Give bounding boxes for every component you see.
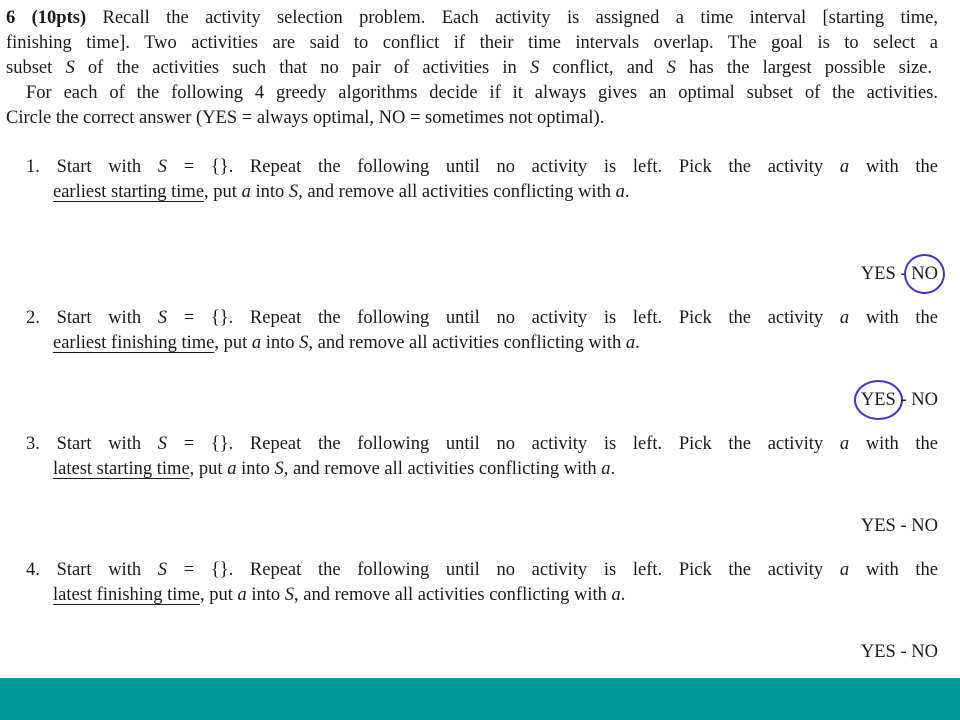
item-2-line-1: 2. Start with S = {}. Repeat the following until no activity is left. Pick the activity a with the [26, 308, 938, 328]
item-1-yes[interactable]: YES [860, 264, 896, 284]
item-2-answer: YES - NO [860, 390, 938, 410]
problem-line-5: Circle the correct answer (YES = always optimal, NO = sometimes not optimal). [6, 108, 605, 128]
item-1-criterion: earliest starting time [53, 182, 205, 202]
item-2-yes-circled[interactable]: YES [860, 390, 896, 410]
item-3-line-2: latest starting time, put a into S, and remove all activities conflicting with a. [53, 459, 616, 479]
item-1-line-1: 1. Start with S = {}. Repeat the following until no activity is left. Pick the activity a with the [26, 157, 938, 177]
item-1-no-circled[interactable]: NO [911, 264, 938, 284]
item-4-no[interactable]: NO [911, 642, 938, 662]
item-3-yes[interactable]: YES [860, 516, 896, 536]
item-4-answer: YES - NO [860, 642, 938, 662]
item-4-line-2: latest finishing time, put a into S, and remove all activities conflicting with a. [53, 585, 626, 605]
item-1-answer: YES - NO [860, 264, 938, 284]
problem-line-2: finishing time]. Two activities are said to conflict if their time intervals overlap. The goal is to select a [6, 33, 938, 53]
item-3-criterion: latest starting time [53, 459, 190, 479]
problem-line-3: subset S of the activities such that no pair of activities in S conflict, and S has the largest possible size. [6, 58, 933, 78]
item-4-line-1: 4. Start with S = {}. Repeat the following until no activity is left. Pick the activity a with the [26, 560, 938, 580]
problem-points: (10pts) [31, 8, 87, 28]
item-4-yes[interactable]: YES [860, 642, 896, 662]
item-2-criterion: earliest finishing time [53, 333, 215, 353]
item-1-line-2: earliest starting time, put a into S, and remove all activities conflicting with a. [53, 182, 630, 202]
item-3-no[interactable]: NO [911, 516, 938, 536]
item-4-criterion: latest finishing time [53, 585, 200, 605]
item-2-no[interactable]: NO [911, 390, 938, 410]
item-3-line-1: 3. Start with S = {}. Repeat the following until no activity is left. Pick the activity a with the [26, 434, 938, 454]
item-3-answer: YES - NO [860, 516, 938, 536]
footer-bar [0, 678, 960, 720]
problem-line-4: For each of the following 4 greedy algorithms decide if it always gives an optimal subset of the activities. [26, 83, 938, 103]
item-2-line-2: earliest finishing time, put a into S, and remove all activities conflicting with a. [53, 333, 640, 353]
problem-number: 6 [6, 8, 16, 28]
problem-line-1: 6 (10pts) Recall the activity selection problem. Each activity is assigned a time interval [starting time, [6, 8, 939, 28]
